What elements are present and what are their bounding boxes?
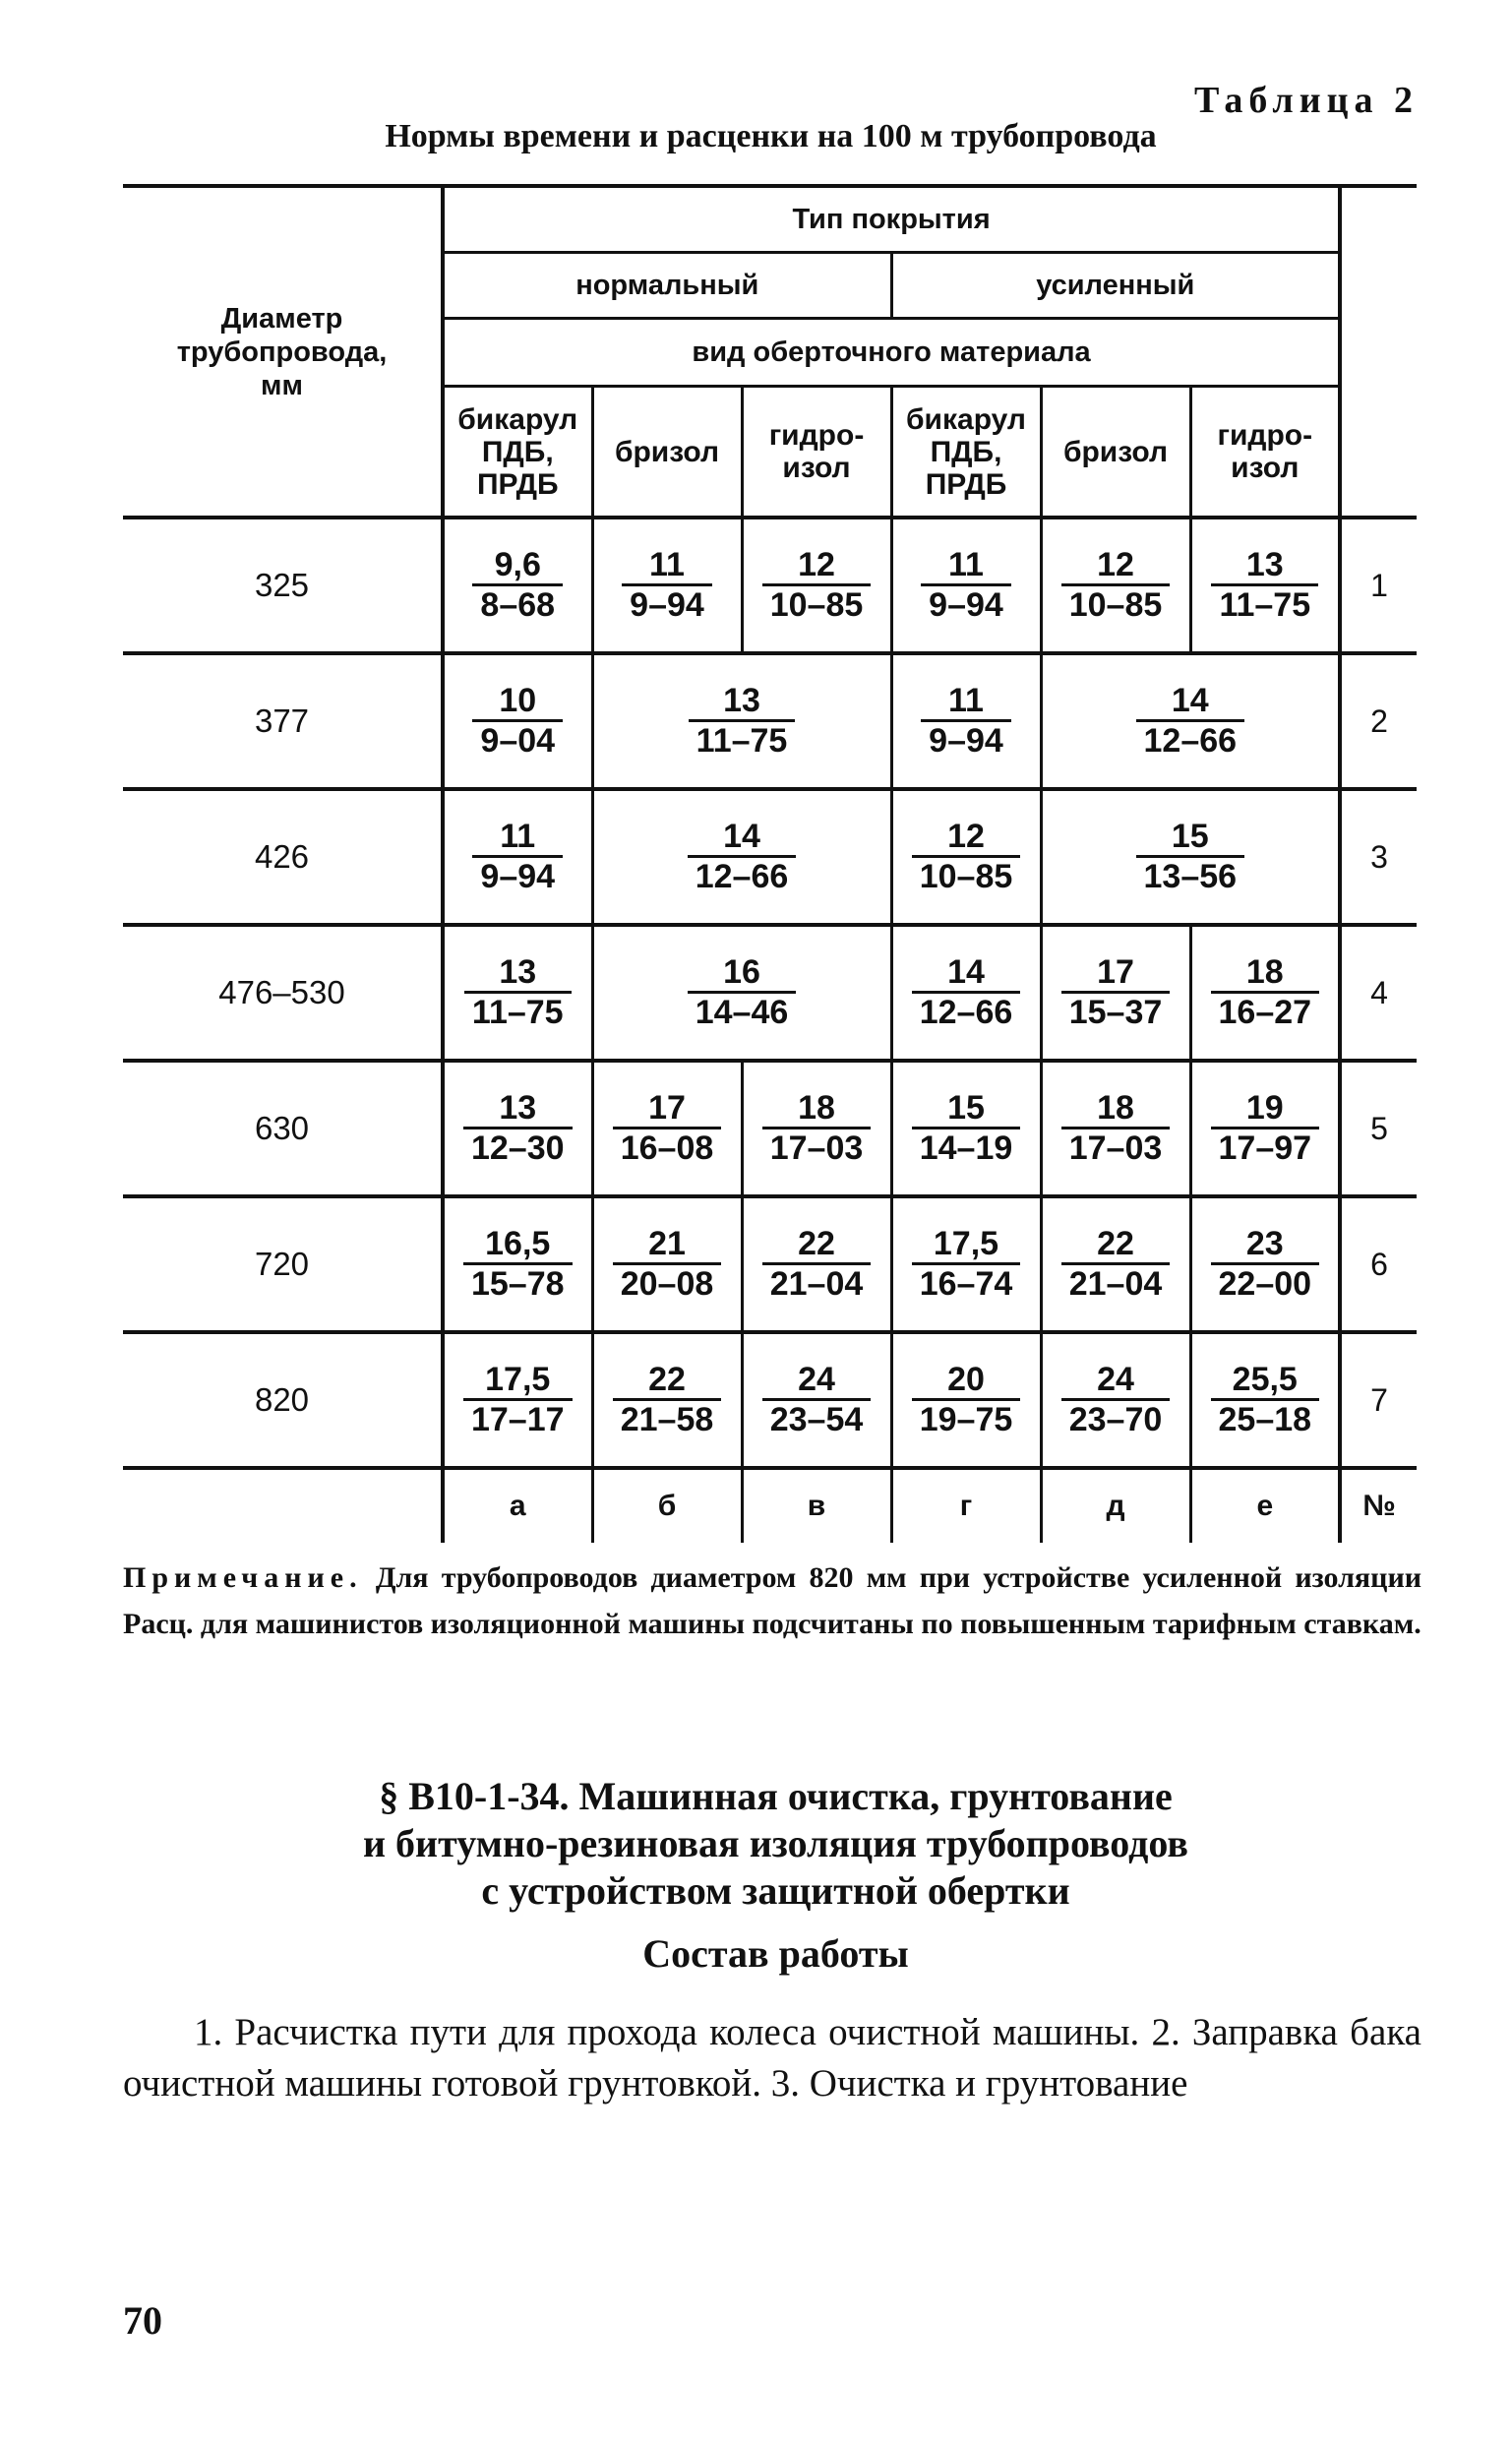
- rate-cell: [443, 1196, 592, 1332]
- time-norm-value: 17,5: [463, 1361, 573, 1401]
- time-norm-value: 22: [1061, 1225, 1171, 1265]
- rate-value: 17–03: [1068, 1129, 1163, 1167]
- rate-fraction: [762, 1089, 872, 1167]
- rate-fraction: [921, 682, 1011, 760]
- rate-value: 12–66: [1143, 722, 1238, 760]
- rate-fraction: [688, 818, 797, 895]
- rate-value: 11–75: [471, 994, 564, 1031]
- rate-value: 15–78: [470, 1265, 565, 1303]
- rate-cell: [742, 1196, 891, 1332]
- rate-fraction: [1211, 1225, 1320, 1303]
- rate-fraction: [912, 953, 1021, 1031]
- rate-value: 21–04: [769, 1265, 864, 1303]
- rate-value: 23–70: [1068, 1401, 1163, 1438]
- time-norm-value: 16: [688, 953, 797, 994]
- row-number: 4: [1340, 925, 1417, 1061]
- table-row: [123, 1061, 1417, 1196]
- rate-fraction: [464, 953, 572, 1031]
- rate-fraction: [921, 546, 1011, 624]
- rate-value: 9–94: [929, 722, 1003, 760]
- rate-cell: [1190, 1332, 1340, 1468]
- rate-cell: [1041, 1196, 1190, 1332]
- table-caption: Нормы времени и расценки на 100 м трубопровода: [385, 118, 1157, 154]
- rate-value: 12–66: [695, 858, 789, 895]
- rate-value: 10–85: [1068, 586, 1163, 624]
- rate-cell: [1190, 1196, 1340, 1332]
- normal-coating-header: нормальный: [443, 253, 891, 319]
- rate-cell: [443, 789, 592, 925]
- rate-cell: [742, 1061, 891, 1196]
- diameter-cell: 476–530: [123, 925, 443, 1061]
- rate-fraction: [472, 682, 563, 760]
- row-number: 5: [1340, 1061, 1417, 1196]
- time-norm-value: 20: [912, 1361, 1021, 1401]
- rate-value: 9–04: [480, 722, 556, 760]
- rate-cell: [891, 1061, 1041, 1196]
- diameter-header: Диаметр трубопровода, мм: [123, 186, 443, 518]
- rate-fraction: [1061, 1361, 1171, 1438]
- row-number: 2: [1340, 653, 1417, 789]
- rate-fraction: [1211, 546, 1318, 624]
- rate-fraction: [613, 1225, 722, 1303]
- table-row: [123, 925, 1417, 1061]
- rate-value: 16–27: [1218, 994, 1312, 1031]
- rate-value: 11–75: [1219, 586, 1311, 624]
- rate-fraction: [472, 546, 563, 624]
- time-norm-value: 14: [1136, 682, 1245, 722]
- section-title-line-1: § В10-1-34. Машинная очистка, грунтование: [379, 1774, 1173, 1818]
- rate-value: 17–97: [1218, 1129, 1312, 1167]
- rate-fraction: [622, 546, 712, 624]
- time-norm-value: 10: [472, 682, 563, 722]
- section-title: [0, 1773, 1512, 1915]
- diameter-cell: 630: [123, 1061, 443, 1196]
- material-header-1: бикарул ПДБ, ПРДБ: [443, 387, 592, 519]
- column-letter: г: [891, 1468, 1041, 1543]
- rate-fraction: [762, 546, 872, 624]
- rate-value: 17–17: [470, 1401, 565, 1438]
- wrapping-material-header: вид оберточного материала: [443, 319, 1340, 387]
- rate-cell: [1190, 518, 1340, 653]
- rate-fraction: [1061, 1089, 1171, 1167]
- time-norm-value: 15: [1136, 818, 1245, 858]
- diameter-cell: 426: [123, 789, 443, 925]
- time-norm-value: 22: [762, 1225, 872, 1265]
- rate-fraction: [463, 1089, 573, 1167]
- rate-value: 16–74: [919, 1265, 1013, 1303]
- rate-value: 9–94: [480, 858, 556, 895]
- rate-fraction: [1211, 1361, 1320, 1438]
- column-letter: д: [1041, 1468, 1190, 1543]
- reinforced-coating-header: усиленный: [891, 253, 1340, 319]
- rate-cell: [1041, 789, 1340, 925]
- rate-cell: [891, 789, 1041, 925]
- rate-value: 16–08: [620, 1129, 714, 1167]
- column-letter-row: [123, 1468, 1417, 1543]
- rate-cell: [1041, 1332, 1190, 1468]
- rate-cell: [443, 653, 592, 789]
- time-norm-value: 17,5: [912, 1225, 1021, 1265]
- row-number: 1: [1340, 518, 1417, 653]
- rate-value: 15–37: [1068, 994, 1163, 1031]
- time-norm-value: 14: [912, 953, 1021, 994]
- note-text: Для трубопроводов диаметром 820 мм при устройстве усиленной изоляции Расц. для машинистов изоляционной машины подсчитаны по повышенным тарифным ставкам.: [123, 1561, 1422, 1640]
- time-norm-value: 18: [1211, 953, 1320, 994]
- rate-value: 13–56: [1143, 858, 1238, 895]
- time-norm-value: 13: [464, 953, 572, 994]
- rate-value: 11–75: [696, 722, 788, 760]
- rate-cell: [1041, 925, 1190, 1061]
- material-header-4: бикарул ПДБ, ПРДБ: [891, 387, 1041, 519]
- rate-cell: [592, 518, 742, 653]
- rate-fraction: [762, 1225, 872, 1303]
- rate-fraction: [912, 1361, 1021, 1438]
- section-title-line-2: и битумно-резиновая изоляция трубопроводов: [362, 1821, 1188, 1865]
- rate-fraction: [1136, 818, 1245, 895]
- rate-cell: [592, 1332, 742, 1468]
- rate-fraction: [689, 682, 796, 760]
- rate-cell: [1190, 925, 1340, 1061]
- row-number: 7: [1340, 1332, 1417, 1468]
- rate-cell: [443, 925, 592, 1061]
- rate-value: 8–68: [480, 586, 556, 624]
- number-sign: №: [1362, 1490, 1396, 1522]
- rate-fraction: [613, 1361, 722, 1438]
- time-norm-value: 25,5: [1211, 1361, 1320, 1401]
- time-norm-value: 19: [1211, 1089, 1320, 1129]
- rate-fraction: [463, 1361, 573, 1438]
- rate-cell: [891, 1332, 1041, 1468]
- rate-cell: [742, 1332, 891, 1468]
- time-norm-value: 22: [613, 1361, 722, 1401]
- rate-cell: [1190, 1061, 1340, 1196]
- rate-cell: [443, 1061, 592, 1196]
- time-norm-value: 24: [762, 1361, 872, 1401]
- time-norm-value: 11: [921, 546, 1011, 586]
- rate-fraction: [912, 1089, 1021, 1167]
- time-norm-value: 11: [921, 682, 1011, 722]
- rate-fraction: [1061, 546, 1171, 624]
- table-note: [123, 1555, 1421, 1647]
- rate-fraction: [1211, 1089, 1320, 1167]
- time-norm-value: 12: [1061, 546, 1171, 586]
- number-header-spacer: [1340, 186, 1417, 518]
- rate-cell: [891, 653, 1041, 789]
- material-header-6: гидро-изол: [1190, 387, 1340, 519]
- column-letter: е: [1190, 1468, 1340, 1543]
- time-norm-value: 16,5: [463, 1225, 573, 1265]
- column-letter: в: [742, 1468, 891, 1543]
- time-norm-value: 13: [689, 682, 796, 722]
- material-header-3: гидро-изол: [742, 387, 891, 519]
- row-number: 3: [1340, 789, 1417, 925]
- time-norm-value: 9,6: [472, 546, 563, 586]
- rate-cell: [592, 925, 891, 1061]
- time-norm-value: 18: [1061, 1089, 1171, 1129]
- rate-value: 21–04: [1068, 1265, 1163, 1303]
- rate-fraction: [762, 1361, 872, 1438]
- work-composition-text: 1. Расчистка пути для прохода колеса очистной машины. 2. Заправка бака очистной машины готовой грунтовкой. 3. Очистка и грунтование: [123, 2011, 1421, 2105]
- work-composition-heading: Состав работы: [642, 1931, 909, 1976]
- rate-value: 25–18: [1218, 1401, 1312, 1438]
- rate-value: 12–66: [919, 994, 1013, 1031]
- time-norm-value: 13: [463, 1089, 573, 1129]
- table-row: [123, 789, 1417, 925]
- time-norm-value: 14: [688, 818, 797, 858]
- rate-cell: [1041, 518, 1190, 653]
- time-norm-value: 23: [1211, 1225, 1320, 1265]
- rate-fraction: [1061, 1225, 1171, 1303]
- norms-table: [123, 184, 1417, 1543]
- diameter-cell: 720: [123, 1196, 443, 1332]
- row-number: 6: [1340, 1196, 1417, 1332]
- diameter-cell: 377: [123, 653, 443, 789]
- rate-fraction: [613, 1089, 722, 1167]
- time-norm-value: 11: [622, 546, 712, 586]
- rate-value: 12–30: [470, 1129, 565, 1167]
- time-norm-value: 15: [912, 1089, 1021, 1129]
- time-norm-value: 18: [762, 1089, 872, 1129]
- diameter-cell: 325: [123, 518, 443, 653]
- note-label: Примечание.: [123, 1561, 363, 1594]
- rate-fraction: [912, 818, 1021, 895]
- rate-cell: [592, 1196, 742, 1332]
- rate-cell: [1041, 653, 1340, 789]
- table-row: [123, 1196, 1417, 1332]
- rate-value: 21–58: [620, 1401, 714, 1438]
- time-norm-value: 24: [1061, 1361, 1171, 1401]
- time-norm-value: 13: [1211, 546, 1318, 586]
- rate-value: 22–00: [1218, 1265, 1312, 1303]
- rate-cell: [592, 653, 891, 789]
- rate-cell: [592, 789, 891, 925]
- coating-type-header: Тип покрытия: [443, 186, 1340, 253]
- rate-fraction: [912, 1225, 1021, 1303]
- rate-value: 17–03: [769, 1129, 864, 1167]
- rate-value: 9–94: [929, 586, 1003, 624]
- rate-value: 10–85: [919, 858, 1013, 895]
- rate-fraction: [1061, 953, 1171, 1031]
- time-norm-value: 11: [472, 818, 563, 858]
- table-row: [123, 1332, 1417, 1468]
- rate-value: 14–46: [695, 994, 789, 1031]
- column-letter: б: [592, 1468, 742, 1543]
- time-norm-value: 17: [613, 1089, 722, 1129]
- page-number: 70: [123, 2298, 162, 2343]
- table-row: [123, 653, 1417, 789]
- rate-fraction: [472, 818, 563, 895]
- rate-value: 20–08: [620, 1265, 714, 1303]
- rate-fraction: [688, 953, 797, 1031]
- rate-value: 19–75: [919, 1401, 1013, 1438]
- rate-value: 10–85: [769, 586, 864, 624]
- rate-fraction: [463, 1225, 573, 1303]
- time-norm-value: 17: [1061, 953, 1171, 994]
- rate-value: 23–54: [769, 1401, 864, 1438]
- rate-cell: [891, 1196, 1041, 1332]
- rate-fraction: [1211, 953, 1320, 1031]
- rate-value: 9–94: [630, 586, 704, 624]
- material-header-2: бризол: [592, 387, 742, 519]
- rate-cell: [443, 1332, 592, 1468]
- time-norm-value: 12: [912, 818, 1021, 858]
- rate-cell: [891, 518, 1041, 653]
- table-row: [123, 518, 1417, 653]
- table-label: Таблица 2: [1193, 80, 1419, 121]
- rate-cell: [742, 518, 891, 653]
- column-letter-spacer: [123, 1468, 443, 1543]
- time-norm-value: 12: [762, 546, 872, 586]
- diameter-cell: 820: [123, 1332, 443, 1468]
- rate-fraction: [1136, 682, 1245, 760]
- time-norm-value: 21: [613, 1225, 722, 1265]
- rate-cell: [1041, 1061, 1190, 1196]
- column-letter: а: [509, 1490, 526, 1522]
- rate-cell: [592, 1061, 742, 1196]
- rate-cell: [891, 925, 1041, 1061]
- rate-cell: [443, 518, 592, 653]
- section-title-line-3: с устройством защитной обертки: [481, 1868, 1070, 1913]
- rate-value: 14–19: [919, 1129, 1013, 1167]
- material-header-5: бризол: [1041, 387, 1190, 519]
